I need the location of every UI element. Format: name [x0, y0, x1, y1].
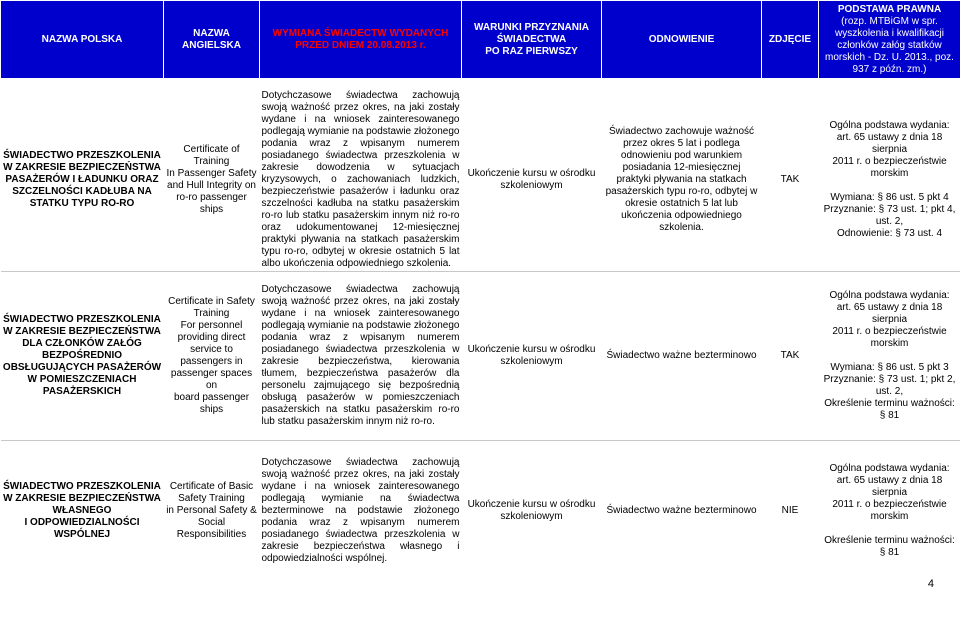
polish-name-line: ŚWIADECTWO PRZESZKOLENIA [3, 313, 161, 325]
exchange-text: Dotychczasowe świadectwa zachowują swoją ważność przez okres, na jaki zostały wydane i na wniosek zainteresowanego podlegają wymianie na podstawie złożonego podania wraz z wpisanym numerem posiadanego świadectwa przeszkolenia w zakresie bezpieczeństwa, kierowania tłumem, bezpieczeństwa pasażerów dla personelu zajmującego się bezpośrednią obsługą pasażerów w pomieszczeniach pasażerskich na statku pasażerskim ro-ro lub statku pasażerskim innym niż ro-ro. [261, 283, 460, 427]
exchange-text: Dotychczasowe świadectwa zachowują swoją ważność przez okres, na jaki zostały wydane i na wniosek zainteresowanego podlegają wymianie na podstawie złożonego podania wraz z wpisanym numerem posiadanego świadectwa przeszkolenia w zakresie dowodzenia w sytuacjach kryzysowych, o zachowaniach ludzkich, bezpieczeństwie pasażerów i ładunku oraz szczelności kadłuba na statku pasażerskim ro-ro lub statku pasażerskim innym niż ro-ro oraz udokumentowanej 12-miesięcznej praktyki pływania na statkach pasażerskim typu ro-ro, odbytej w okresie ostatnich 5 lat albo ukończenia odpowiedniego szkolenia. [261, 90, 460, 269]
table-row [1, 272, 960, 440]
legal-basis-line: Ogólna podstawa wydania: [829, 462, 950, 474]
polish-name-line: DLA CZŁONKÓW ZAŁÓG [22, 337, 142, 349]
english-name-line: ships [199, 204, 224, 215]
legal-basis-line: 2011 r. o bezpieczeństwie morskim [832, 156, 947, 179]
english-name [164, 441, 260, 581]
english-name-line: passengers in [180, 355, 243, 367]
english-name-line: Responsibilities [176, 528, 247, 540]
legal-basis [819, 441, 960, 581]
english-name [164, 272, 260, 440]
polish-name [1, 272, 164, 440]
legal-basis [819, 89, 960, 272]
legal-basis-line: Odnowienie: § 73 ust. 4 [836, 228, 943, 239]
polish-name [1, 441, 164, 581]
header-polish-name: NAZWA POLSKA [1, 1, 164, 79]
english-name-line: For personnel [180, 319, 243, 331]
header-conditions: WARUNKI PRZYZNANIA ŚWIADECTWA PO RAZ PIERWSZY [462, 1, 602, 79]
polish-name-line: W ZAKRESIE BEZPIECZEŃSTWA [3, 162, 161, 173]
renewal-text-line: okresie ostatnich 5 lat lub [625, 198, 738, 209]
polish-name-line: OBSŁUGUJĄCYCH PASAŻERÓW [2, 361, 162, 373]
legal-basis-line [821, 523, 959, 535]
conditions-text: Ukończenie kursu w ośrodku szkoleniowym [467, 168, 596, 191]
conditions-text: Ukończenie kursu w ośrodku szkoleniowym [467, 498, 596, 522]
legal-basis-line: Wymiana: § 86 ust. 5 pkt 4 [830, 192, 949, 203]
renewal-text [602, 89, 762, 272]
legal-basis-line: Przyznanie: § 73 ust. 1; pkt 4, ust. 2, [823, 204, 956, 227]
polish-name-line: SZCZELNOŚCI KADŁUBA NA [12, 186, 152, 197]
polish-name-line: ŚWIADECTWO PRZESZKOLENIA [3, 480, 161, 492]
legal-basis-line: Przyznanie: § 73 ust. 1; pkt 2, ust. 2, [823, 373, 956, 397]
table-row [1, 89, 960, 272]
table-body [1, 79, 960, 581]
english-name-line: Certificate of Basic [169, 480, 254, 492]
legal-basis-line [821, 350, 959, 362]
table-row [1, 441, 960, 581]
header-english-name: NAZWA ANGIELSKA [164, 1, 260, 79]
legal-basis-line: 2011 r. o bezpieczeństwie morskim [832, 325, 947, 349]
header-legal-basis: PODSTAWA PRAWNA (rozp. MTBiGM w spr. wyszkolenia i kwalifikacji członków załóg statków morskich - Dz. U. 2013., poz. 937 z późn. zm.) [819, 1, 960, 79]
english-name-line: providing direct [177, 331, 246, 343]
english-name-line: in Personal Safety & [166, 504, 257, 516]
legal-basis-line: art. 65 ustawy z dnia 18 sierpnia [836, 474, 943, 498]
renewal-text-line: pasażerskich typu ro-ro, odbytej w [605, 186, 758, 197]
renewal-text-line: szkolenia. [659, 222, 704, 233]
renewal-text [602, 441, 762, 581]
english-name-line: In Passenger Safety [166, 168, 257, 179]
legal-basis-line: art. 65 ustawy z dnia 18 sierpnia [836, 132, 943, 155]
polish-name-line: PASAŻERÓW I ŁADUNKU ORAZ [5, 174, 159, 185]
english-name-line: Safety Training [178, 492, 245, 504]
legal-basis-line: Ogólna podstawa wydania: [829, 289, 950, 301]
renewal-text-line: ukończenia odpowiedniego [621, 210, 742, 221]
polish-name-line: I ODPOWIEDZIALNOŚCI [24, 516, 140, 528]
polish-name-line: BEZPOŚREDNIO [41, 349, 122, 361]
english-name-line: ships [199, 403, 224, 415]
english-name-line: service to [190, 343, 233, 355]
header-photo: ZDJĘCIE [762, 1, 819, 79]
legal-basis-line: Ogólna podstawa wydania: [829, 120, 950, 131]
photo-value: TAK [780, 349, 800, 361]
conditions-text: Ukończenie kursu w ośrodku szkoleniowym [467, 343, 596, 367]
english-name-line: and Hull Integrity on [167, 180, 256, 191]
polish-name-line: W ZAKRESIE BEZPIECZEŃSTWA [3, 492, 161, 504]
legal-basis-line: 2011 r. o bezpieczeństwie morskim [832, 498, 947, 522]
english-name-line: Certificate in Safety [168, 295, 255, 307]
legal-basis-line [821, 180, 959, 192]
page-number: 4 [927, 578, 934, 590]
legal-basis [819, 272, 960, 440]
english-name [164, 89, 260, 272]
polish-name-line: PASAŻERSKICH [42, 385, 122, 397]
renewal-text-line: praktyki pływania na statkach [616, 174, 747, 185]
renewal-text-line: przez okres 5 lat i podlega [623, 138, 740, 149]
exchange-text: Dotychczasowe świadectwa zachowują swoją ważność przez okres, na jaki zostały wydane i na wniosek zainteresowanego podlegają wymianie na świadectwa bezterminowe na podstawie złożonego podania wraz z wpisanym numerem posiadanego świadectwa przeszkolenia w zakresie bezpieczeństwa własnego i odpowiedzialności wspólnej. [261, 456, 460, 564]
polish-name-line: W POMIESZCZENIACH [27, 373, 137, 385]
english-name-line: Certificate of Training [183, 144, 240, 167]
renewal-text-line: Świadectwo ważne bezterminowo [606, 504, 757, 516]
english-name-line: Training [193, 307, 230, 319]
header-renewal: ODNOWIENIE [602, 1, 762, 79]
legal-basis-line: Określenie terminu ważności: § 81 [824, 534, 955, 558]
polish-name-line: WŁASNEGO [52, 504, 112, 516]
english-name-line: Social [197, 516, 226, 528]
english-name-line: passenger spaces on [170, 367, 253, 391]
polish-name-line: ŚWIADECTWO PRZESZKOLENIA [3, 150, 161, 161]
renewal-text-line: Świadectwo zachowuje ważność [608, 126, 755, 137]
header-gap [1, 79, 960, 90]
legal-basis-line: Wymiana: § 86 ust. 5 pkt 3 [830, 361, 949, 373]
header-row [1, 1, 960, 79]
legal-basis-line: art. 65 ustawy z dnia 18 sierpnia [836, 301, 943, 325]
renewal-text [602, 272, 762, 440]
polish-name-line: WSPÓLNEJ [53, 528, 111, 540]
english-name-line: board passenger [173, 391, 250, 403]
polish-name-line: W ZAKRESIE BEZPIECZEŃSTWA [3, 325, 161, 337]
renewal-text-line: odnowieniu pod warunkiem [620, 150, 743, 161]
polish-name [1, 89, 164, 272]
renewal-text-line: Świadectwo ważne bezterminowo [606, 349, 757, 361]
header-exchange: WYMIANA ŚWIADECTW WYDANYCH PRZED DNIEM 20.08.2013 r. [260, 1, 462, 79]
photo-value: NIE [781, 504, 799, 516]
legal-basis-line: Określenie terminu ważności: § 81 [824, 397, 955, 421]
english-name-line: ro-ro passenger [176, 192, 247, 203]
gap-cell [1, 79, 960, 90]
renewal-text-line: posiadania 12-miesięcznej [622, 162, 741, 173]
photo-value: TAK [780, 174, 800, 185]
polish-name-line: STATKU TYPU RO-RO [29, 198, 135, 209]
